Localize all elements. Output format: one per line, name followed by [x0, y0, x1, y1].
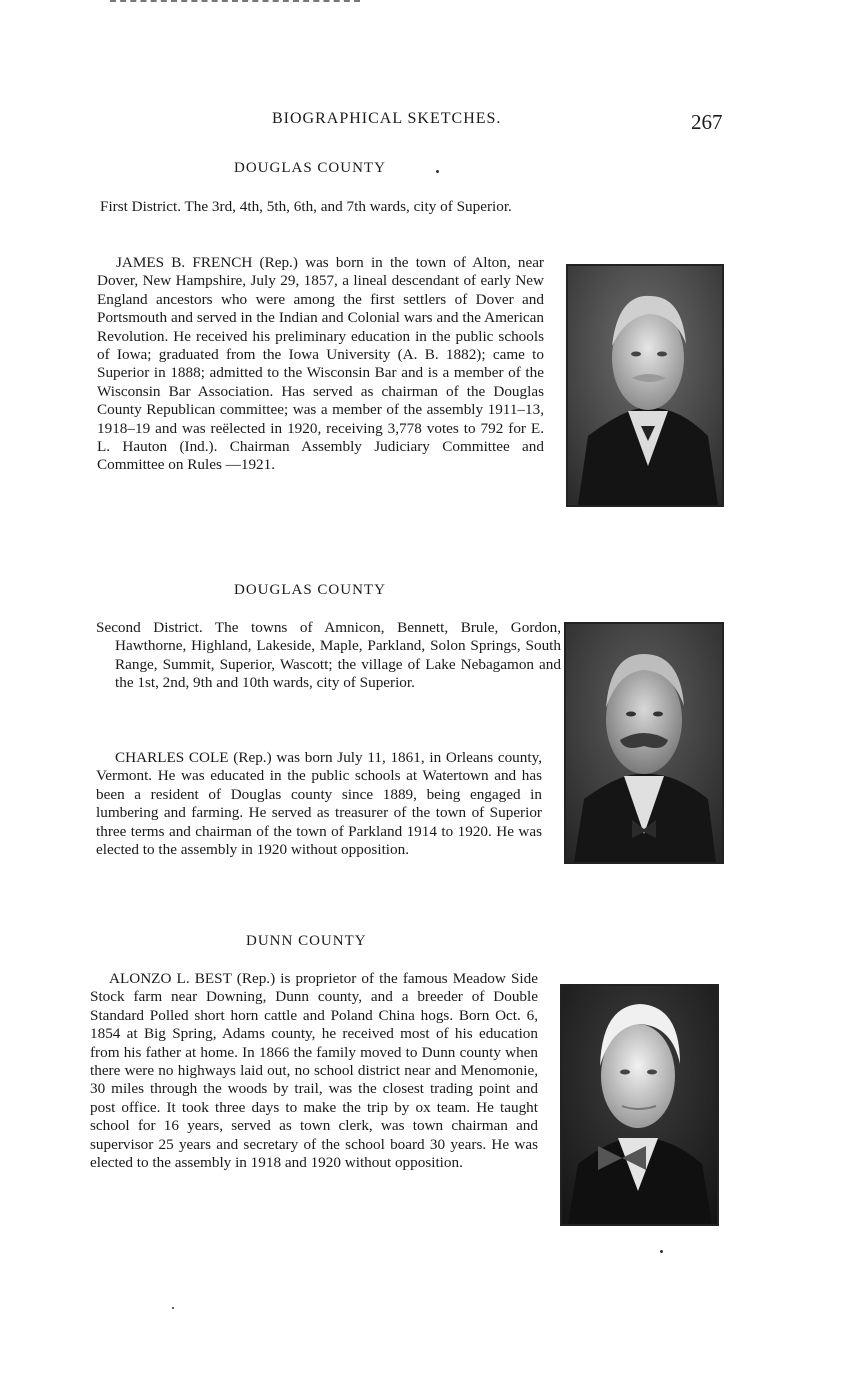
- page-number: 267: [691, 110, 723, 134]
- scan-speck: [660, 1250, 663, 1253]
- biography-text: CHARLES COLE (Rep.) was born July 11, 1861, in Orleans county, Vermont. He was educated in the public schools at Watertown and has been a resident of Douglas county since 1889, being engaged in lumbering and farming. He served as treasurer of the town of Superior three terms and chairman of the town of Parkland 1914 to 1920. He was elected to the assembly in 1920 without opposition.: [96, 749, 542, 859]
- portrait-photo: [566, 264, 724, 507]
- biography-text: JAMES B. FRENCH (Rep.) was born in the town of Alton, near Dover, New Hampshire, July 29, 1857, a lineal descendant of early New England ancestors who were among the first settlers of Dover and Portsmouth and served in the Indian and Colonial wars and the American Revolution. He received his preliminary education in the public schools of Iowa; graduated from the Iowa University (A. B. 1882); came to Superior in 1888; admitted to the Wisconsin Bar and is a member of the Wisconsin Bar Association. Has served as chairman of the Douglas County Republican committee; was a member of the assembly 1911–13, 1918–19 and was reëlected in 1920, receiving 3,778 votes to 792 for E. L. Hauton (Ind.). Chairman Assembly Judiciary Committee and Committee on Rules —1921.: [97, 254, 544, 474]
- portrait-image: [562, 986, 717, 1224]
- district-description: First District. The 3rd, 4th, 5th, 6th, and 7th wards, city of Superior.: [100, 198, 512, 215]
- scan-speck: [436, 170, 439, 173]
- running-head: BIOGRAPHICAL SKETCHES.: [272, 110, 502, 127]
- portrait-photo: [560, 984, 719, 1226]
- section-title: DOUGLAS COUNTY: [234, 160, 386, 176]
- section-title: DUNN COUNTY: [246, 933, 367, 949]
- portrait-photo: [564, 622, 724, 864]
- district-description: Second District. The towns of Amnicon, Bennett, Brule, Gordon, Hawthorne, Highland, Lakeside, Maple, Parkland, Solon Springs, South Range, Summit, Superior, Wascott; the village of Lake Nebagamon and the 1st, 2nd, 9th and 10th wards, city of Superior.: [96, 619, 561, 692]
- portrait-image: [568, 266, 722, 505]
- biography-text: ALONZO L. BEST (Rep.) is proprietor of the famous Meadow Side Stock farm near Downing, Dunn county, and a breeder of Double Standard Polled short horn cattle and Poland China hogs. Born Oct. 6, 1854 at Big Spring, Adams county, he received most of his education from his father at home. In 1866 the family moved to Dunn county when there were no highways laid out, no school district near and Menomonie, 30 miles through the woods by trail, was the closest trading point and post office. It took three days to make the trip by ox team. He taught school for 16 years, served as town clerk, was town chairman and supervisor 25 years and secretary of the school board 30 years. He was elected to the assembly in 1918 and 1920 without opposition.: [90, 970, 538, 1172]
- top-edge-rule: [110, 0, 360, 5]
- section-title: DOUGLAS COUNTY: [234, 582, 386, 598]
- scan-speck: [172, 1307, 174, 1309]
- portrait-image: [566, 624, 722, 862]
